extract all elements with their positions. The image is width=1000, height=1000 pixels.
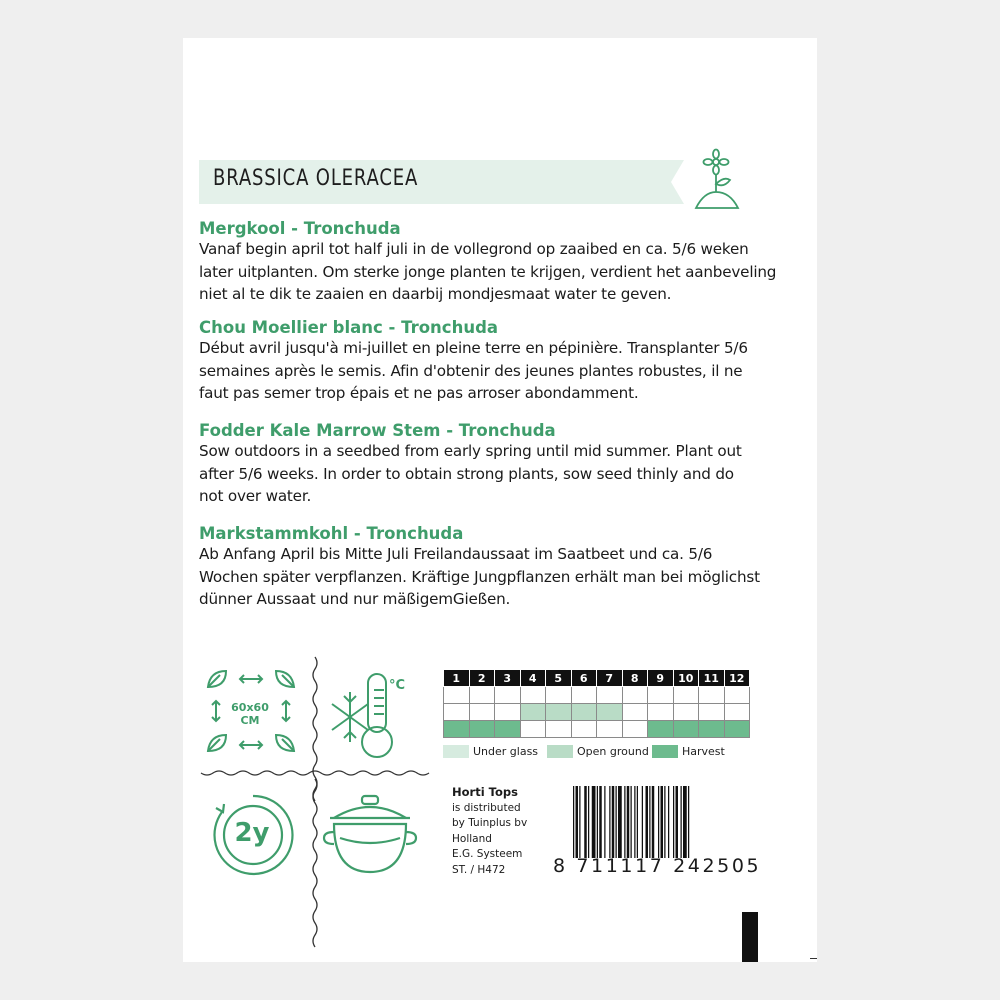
barcode — [571, 786, 747, 858]
trim-mark — [810, 958, 817, 959]
calendar-cell-open-ground — [699, 704, 725, 721]
calendar-cell-harvest — [673, 721, 699, 738]
calendar-cell-open-ground — [597, 704, 623, 721]
legend-label-open-ground: Open ground — [577, 745, 649, 758]
calendar-month-10: 10 — [673, 670, 699, 687]
calendar-cell-harvest — [648, 721, 674, 738]
calendar-month-12: 12 — [724, 670, 750, 687]
calendar-cell-under-glass — [622, 687, 648, 704]
calendar-month-7: 7 — [597, 670, 623, 687]
print-registration-mark — [742, 912, 758, 962]
section-body-english: Sow outdoors in a seedbed from early spring until mid summer. Plant out after 5/6 weeks. In order to obtain strong plants, sow seed thinly and do not over water. — [199, 442, 742, 505]
distributor-line: ST. / H472 — [452, 863, 506, 876]
calendar-cell-harvest — [495, 721, 521, 738]
calendar-month-11: 11 — [699, 670, 725, 687]
calendar-cell-under-glass — [469, 687, 495, 704]
plant-sprout-icon — [690, 148, 742, 212]
legend-open-ground — [547, 745, 649, 759]
temperature-unit-label: °C — [389, 678, 406, 693]
calendar-cell-open-ground — [724, 704, 750, 721]
calendar-cell-harvest — [444, 721, 470, 738]
germination-years-label: 2y — [234, 818, 270, 848]
calendar-cell-under-glass — [648, 687, 674, 704]
calendar-month-4: 4 — [520, 670, 546, 687]
calendar-cell-open-ground — [546, 704, 572, 721]
section-body-french: Début avril jusqu'à mi-juillet en pleine terre en pépinière. Transplanter 5/6 semaines après le semis. Afin d'obtenir des jeunes plantes robustes, il ne faut pas semer trop épais et ne pas arroser abondamment. — [199, 339, 748, 402]
calendar-month-row — [444, 670, 750, 687]
plant-spacing-unit: CM — [240, 714, 260, 727]
distributor-line: is distributed — [452, 801, 521, 814]
legend-under-glass — [443, 745, 538, 759]
species-title: BRASSICA OLERACEA — [213, 166, 419, 191]
calendar-cell-under-glass — [597, 687, 623, 704]
section-title-english: Fodder Kale Marrow Stem - Tronchuda — [199, 421, 556, 440]
calendar-cell-harvest — [724, 721, 750, 738]
legend-label-harvest: Harvest — [682, 745, 725, 758]
legend-harvest — [652, 745, 725, 759]
section-title-french: Chou Moellier blanc - Tronchuda — [199, 318, 499, 337]
section-title-german: Markstammkohl - Tronchuda — [199, 524, 464, 543]
calendar-cell-open-ground — [571, 704, 597, 721]
legend-label-under-glass: Under glass — [473, 745, 539, 758]
calendar-cell-open-ground — [673, 704, 699, 721]
calendar-month-5: 5 — [546, 670, 572, 687]
cooking-pot-icon — [320, 790, 420, 880]
calendar-month-9: 9 — [648, 670, 674, 687]
calendar-under-glass-row — [444, 687, 750, 704]
calendar-cell-harvest — [520, 721, 546, 738]
calendar-cell-harvest — [469, 721, 495, 738]
legend-swatch-open-ground — [547, 745, 573, 758]
legend-swatch-harvest — [652, 745, 678, 758]
calendar-cell-under-glass — [444, 687, 470, 704]
calendar-cell-open-ground — [622, 704, 648, 721]
calendar-cell-under-glass — [724, 687, 750, 704]
calendar-cell-under-glass — [520, 687, 546, 704]
legend-swatch-under-glass — [443, 745, 469, 758]
calendar-cell-harvest — [699, 721, 725, 738]
barcode-number: 8 711117 242505 — [553, 855, 762, 877]
sowing-calendar — [443, 669, 750, 738]
calendar-month-8: 8 — [622, 670, 648, 687]
calendar-cell-under-glass — [546, 687, 572, 704]
calendar-cell-open-ground — [648, 704, 674, 721]
plant-spacing-label — [229, 701, 271, 727]
section-body-dutch: Vanaf begin april tot half juli in de vollegrond op zaaibed en ca. 5/6 weken later uitplanten. Om sterke jonge planten te krijgen, verdient het aanbeveling niet al te dik te zaaien en daarbij mondjesmaat water te geven. — [199, 240, 777, 303]
calendar-month-3: 3 — [495, 670, 521, 687]
section-body-german: Ab Anfang April bis Mitte Juli Freilandaussaat im Saatbeet und ca. 5/6 Wochen später verpflanzen. Kräftige Jungpflanzen erhält man bei möglichst dünner Aussaat und nur mäßigemGießen. — [199, 545, 760, 608]
calendar-cell-under-glass — [699, 687, 725, 704]
calendar-cell-harvest — [622, 721, 648, 738]
section-title-dutch: Mergkool - Tronchuda — [199, 219, 401, 238]
calendar-cell-under-glass — [673, 687, 699, 704]
calendar-cell-open-ground — [469, 704, 495, 721]
calendar-cell-harvest — [571, 721, 597, 738]
calendar-month-6: 6 — [571, 670, 597, 687]
calendar-cell-under-glass — [495, 687, 521, 704]
distributor-line: E.G. Systeem — [452, 848, 523, 860]
distributor-line: by Tuinplus bv — [452, 817, 528, 829]
calendar-cell-under-glass — [571, 687, 597, 704]
calendar-harvest-row — [444, 721, 750, 738]
plant-spacing-value: 60x60 — [231, 701, 269, 714]
distributor-line: Holland — [452, 832, 492, 845]
brand-name: Horti Tops — [452, 785, 518, 799]
calendar-cell-open-ground — [520, 704, 546, 721]
calendar-cell-harvest — [597, 721, 623, 738]
calendar-cell-harvest — [546, 721, 572, 738]
calendar-month-2: 2 — [469, 670, 495, 687]
calendar-open-ground-row — [444, 704, 750, 721]
calendar-cell-open-ground — [444, 704, 470, 721]
distributor-info — [452, 785, 527, 878]
calendar-month-1: 1 — [444, 670, 470, 687]
calendar-cell-open-ground — [495, 704, 521, 721]
